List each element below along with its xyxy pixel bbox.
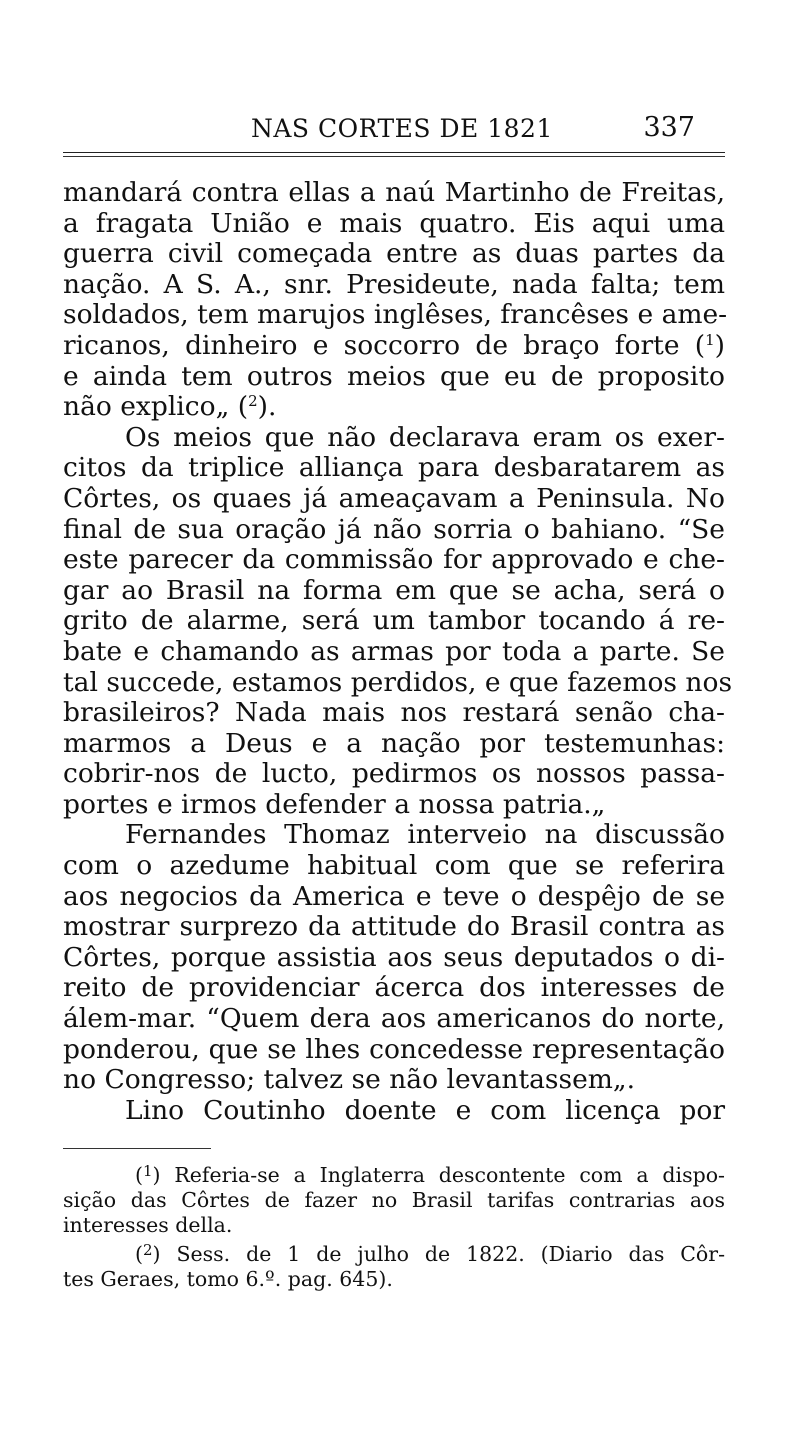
footnotes: [63, 1163, 725, 1292]
text-line: gar ao Brasil na forma em que se acha, será o: [63, 574, 725, 606]
text-line: grito de alarme, será um tambor tocando á re-: [63, 605, 725, 637]
text-line: [63, 392, 725, 423]
book-page: [63, 108, 733, 1292]
text-line: e ainda tem outros meios que eu de proposito: [63, 360, 725, 392]
text-fragment: ricanos, dinheiro e soccorro de braço forte (: [63, 329, 706, 361]
footnote-text: ) Sess. de 1 de julho de 1822. (Diario das Côr-: [152, 1242, 725, 1267]
note-reference-1-close: ): [714, 329, 725, 361]
text-line: reito de providenciar ácerca dos interesses de: [63, 972, 725, 1004]
footnote-1-line: interesses della.: [63, 1213, 233, 1238]
paragraph-start-line: Lino Coutinho doente e com licença por: [125, 1094, 725, 1126]
footnote-1-mark: 1: [143, 1162, 153, 1181]
footnote-2-mark: 2: [143, 1241, 153, 1260]
note-reference-1: 1: [705, 330, 715, 349]
footnote-2-line: [63, 1242, 725, 1267]
text-line: aos negocios da America e teve o despêjo de se: [63, 880, 725, 912]
footnote-open-paren: (: [135, 1242, 143, 1267]
text-line: brasileiros? Nada mais nos restará senão cha-: [63, 697, 725, 729]
text-line: mostrar surprezo da attitude do Brasil contra as: [63, 911, 725, 943]
page-number: 337: [643, 112, 695, 143]
text-line: Côrtes, os quaes já ameaçavam a Peninsula. No: [63, 482, 725, 514]
body-text: [63, 177, 733, 1126]
text-line: guerra civil começada entre as duas partes da: [63, 238, 725, 270]
running-head: [63, 108, 725, 148]
footnote-rule: [63, 1148, 211, 1149]
text-line: soldados, tem marujos inglêses, francêses e ame-: [63, 299, 728, 331]
text-line: mandará contra ellas a naú Martinho de Freitas,: [63, 177, 725, 208]
running-head-title: NAS CORTES DE 1821: [251, 114, 553, 143]
text-line: citos da triplice alliança para desbaratarem as: [63, 452, 725, 484]
footnote-open-paren: (: [135, 1163, 143, 1188]
text-line: a fragata União e mais quatro. Eis aqui uma: [63, 207, 725, 239]
header-rule-secondary: [63, 156, 725, 157]
footnote-1-line: [63, 1163, 725, 1188]
paragraph-start-line: Fernandes Thomaz interveio na discussão: [125, 819, 725, 851]
text-line: nação. A S. A., snr. Presideute, nada falta; tem: [63, 268, 725, 300]
paragraph-start-line: Os meios que não declarava eram os exer-: [125, 421, 725, 453]
text-fragment: não explico„ (: [63, 391, 249, 423]
text-line: Côrtes, porque assistia aos seus deputados o di-: [63, 941, 725, 973]
footnote-text: ) Referia-se a Inglaterra descontente com a dispo-: [152, 1163, 725, 1188]
text-line: final de sua oração já não sorria o bahiano. “Se: [63, 513, 725, 545]
footnote-2-line: tes Geraes, tomo 6.º. pag. 645).: [63, 1267, 393, 1292]
note-reference-2-close: ).: [257, 391, 277, 423]
text-line: marmos a Deus e a nação por testemunhas:: [63, 727, 725, 759]
text-line: álem-mar. “Quem dera aos americanos do norte,: [63, 1003, 725, 1035]
text-line: com o azedume habitual com que se referira: [63, 850, 725, 882]
footnote-1-line: sição das Côrtes de fazer no Brasil tarifas contrarias aos: [63, 1188, 725, 1213]
text-line: no Congresso; talvez se não levantassem„.: [63, 1064, 636, 1096]
text-line: bate e chamando as armas por toda a parte. Se: [63, 635, 725, 667]
text-line: este parecer da commissão for approvado e che-: [63, 544, 725, 576]
text-line: ponderou, que se lhes concedesse representação: [63, 1033, 725, 1065]
header-rule: [63, 152, 725, 153]
text-line: tal succede, estamos perdidos, e que fazemos nos: [63, 666, 733, 698]
text-line: cobrir-nos de lucto, pedirmos os nossos passa-: [63, 758, 725, 790]
text-line: [63, 331, 725, 362]
note-reference-2: 2: [248, 392, 258, 411]
text-line: portes e irmos defender a nossa patria.„: [63, 788, 606, 820]
